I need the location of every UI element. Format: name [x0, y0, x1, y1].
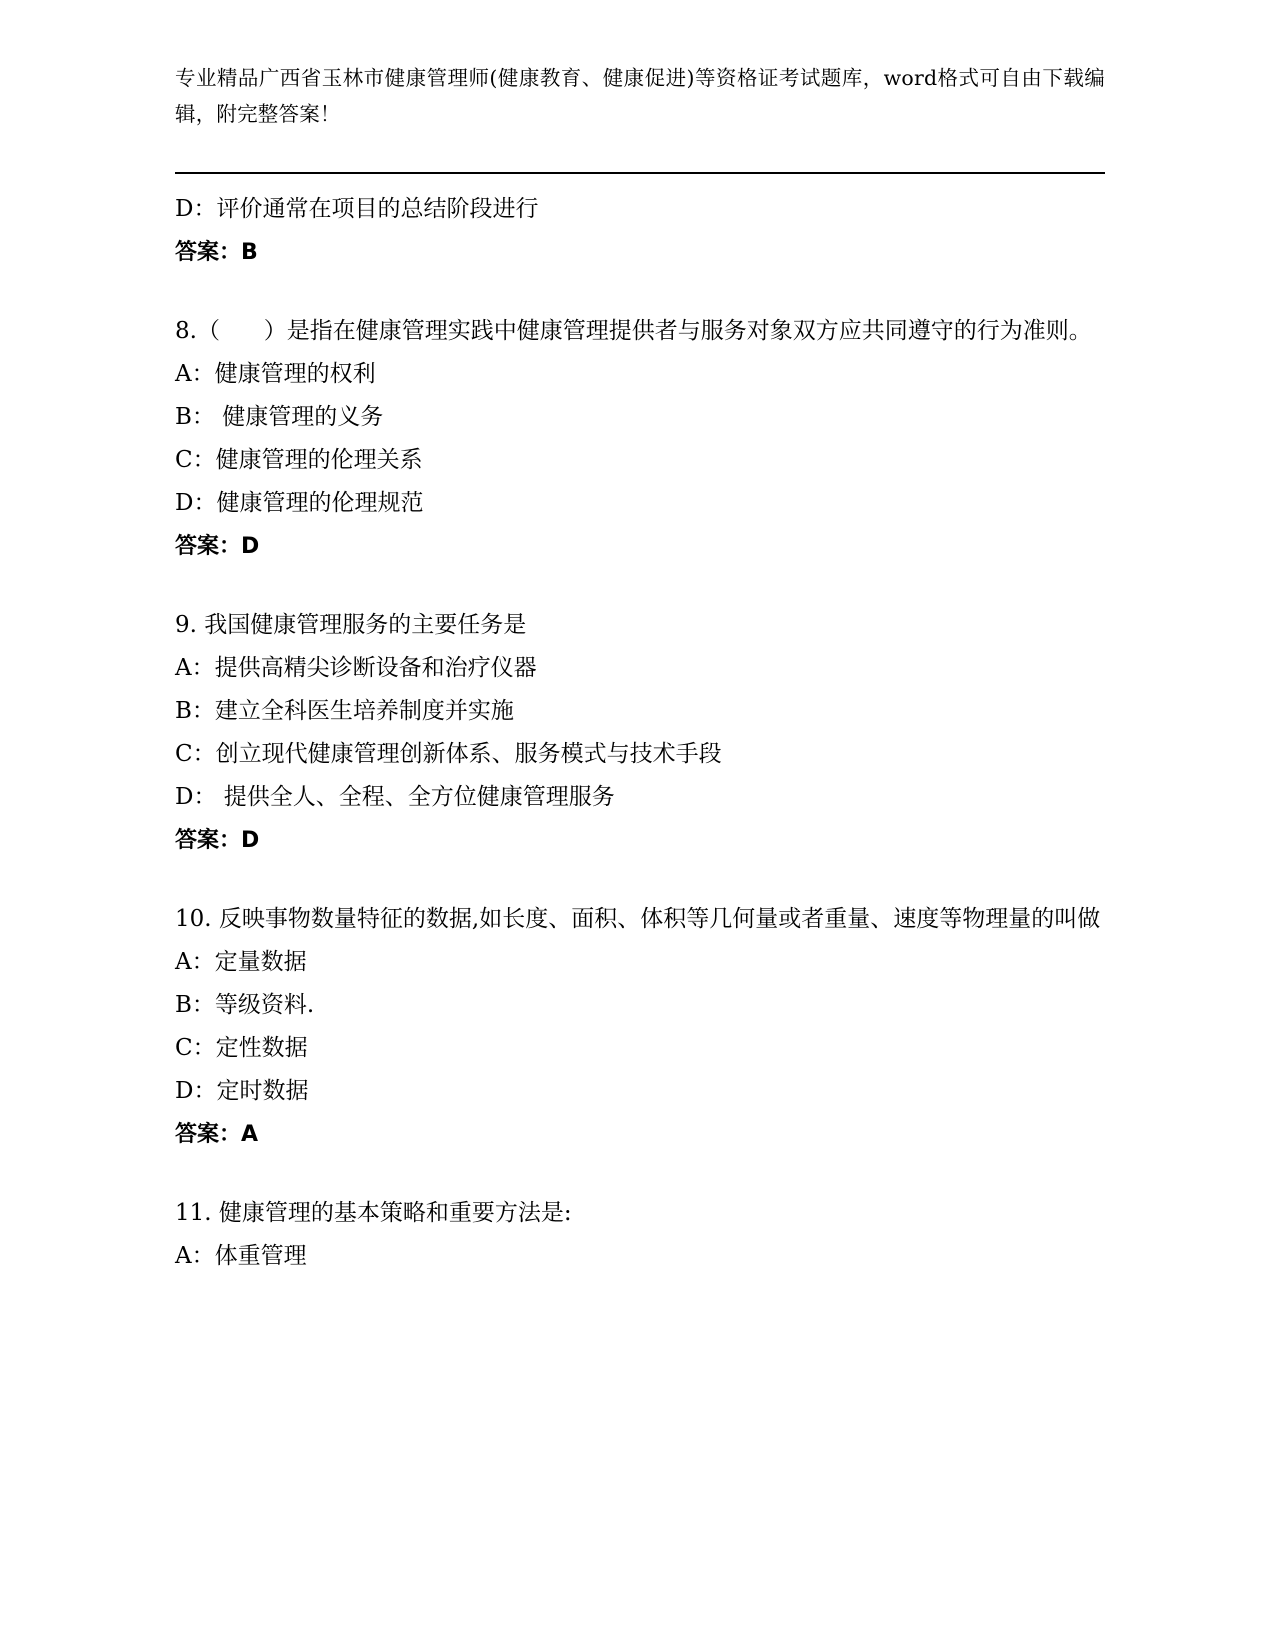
block-spacer — [175, 862, 1105, 898]
option-line: D： 提供全人、全程、全方位健康管理服务 — [175, 784, 615, 810]
option-line: A：定量数据 — [175, 949, 307, 975]
question-block — [175, 898, 1105, 1156]
option-line: A：健康管理的权利 — [175, 361, 376, 387]
option-line: C：健康管理的伦理关系 — [175, 447, 423, 473]
question-block — [175, 1192, 1105, 1278]
question-stem: 11. 健康管理的基本策略和重要方法是: — [175, 1200, 572, 1226]
option-line: C：定性数据 — [175, 1035, 308, 1061]
option-line: C：创立现代健康管理创新体系、服务模式与技术手段 — [175, 741, 722, 767]
answer-line: 答案：D — [175, 828, 260, 853]
option-line: D：评价通常在项目的总结阶段进行 — [175, 196, 539, 222]
document-content — [175, 60, 1105, 1278]
question-block — [175, 310, 1105, 568]
option-line: B： 健康管理的义务 — [175, 404, 384, 430]
question-stem: 9. 我国健康管理服务的主要任务是 — [175, 612, 527, 638]
block-spacer — [175, 568, 1105, 604]
question-list — [175, 188, 1105, 1278]
document-header: 专业精品广西省玉林市健康管理师(健康教育、健康促进)等资格证考试题库，word格式可自由下载编辑，附完整答案！ — [175, 66, 1105, 126]
option-line: B：等级资料. — [175, 992, 315, 1018]
option-line: B：建立全科医生培养制度并实施 — [175, 698, 514, 724]
option-line: A：提供高精尖诊断设备和治疗仪器 — [175, 655, 537, 681]
header-divider — [175, 172, 1105, 174]
question-stem: 8.（ ）是指在健康管理实践中健康管理提供者与服务对象双方应共同遵守的行为准则。 — [175, 318, 1092, 344]
answer-line: 答案：D — [175, 534, 260, 559]
block-spacer — [175, 274, 1105, 310]
question-stem: 10. 反映事物数量特征的数据,如长度、面积、体积等几何量或者重量、速度等物理量的叫做 — [175, 906, 1101, 932]
option-line: D：定时数据 — [175, 1078, 309, 1104]
option-line: D：健康管理的伦理规范 — [175, 490, 424, 516]
question-block — [175, 604, 1105, 862]
answer-line: 答案：B — [175, 240, 258, 265]
question-block — [175, 188, 1105, 274]
option-line: A：体重管理 — [175, 1243, 307, 1269]
answer-line: 答案：A — [175, 1122, 259, 1147]
block-spacer — [175, 1156, 1105, 1192]
